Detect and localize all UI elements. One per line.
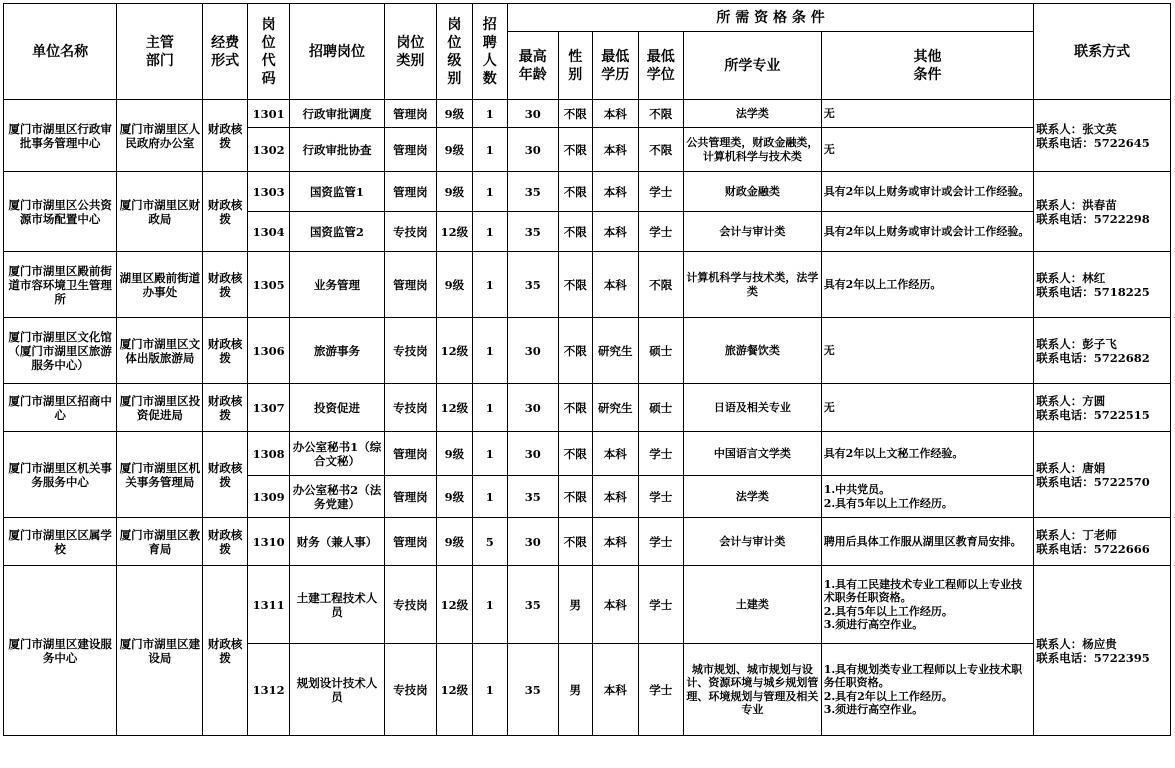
position-name-cell: 旅游事务 [290, 318, 384, 384]
major-cell: 日语及相关专业 [684, 384, 822, 432]
dept-cell: 厦门市湖里区财政局 [117, 172, 203, 252]
position-name-cell: 规划设计技术人员 [290, 644, 384, 736]
min-degree-cell: 学士 [638, 566, 684, 644]
min-degree-cell: 硕士 [638, 318, 684, 384]
min-degree-cell: 学士 [638, 172, 684, 212]
hire-count-cell: 1 [472, 318, 507, 384]
dept-cell: 厦门市湖里区人民政府办公室 [117, 100, 203, 172]
dept-cell: 厦门市湖里区文体出版旅游局 [117, 318, 203, 384]
dept-cell: 厦门市湖里区投资促进局 [117, 384, 203, 432]
major-cell: 法学类 [684, 100, 822, 128]
max-age-cell: 35 [507, 476, 558, 518]
fund-type-cell: 财政核拨 [203, 384, 248, 432]
max-age-cell: 30 [507, 318, 558, 384]
max-age-cell: 35 [507, 252, 558, 318]
min-education-cell: 研究生 [592, 318, 638, 384]
other-conditions-cell: 具有2年以上文秘工作经验。 [821, 432, 1034, 476]
header-fund: 经费 形式 [203, 4, 248, 100]
hire-count-cell: 1 [472, 212, 507, 252]
sex-cell: 男 [558, 644, 592, 736]
header-count: 招 聘 人 数 [472, 4, 507, 100]
min-education-cell: 本科 [592, 518, 638, 566]
min-education-cell: 研究生 [592, 384, 638, 432]
position-level-cell: 9级 [437, 128, 472, 172]
position-code-cell: 1310 [247, 518, 290, 566]
sex-cell: 不限 [558, 212, 592, 252]
min-education-cell: 本科 [592, 644, 638, 736]
fund-type-cell: 财政核拨 [203, 566, 248, 736]
other-conditions-cell: 具有2年以上财务或审计或会计工作经验。 [821, 212, 1034, 252]
header-unit: 单位名称 [4, 4, 117, 100]
hire-count-cell: 1 [472, 476, 507, 518]
dept-cell: 厦门市湖里区教育局 [117, 518, 203, 566]
other-conditions-cell: 具有2年以上财务或审计或会计工作经验。 [821, 172, 1034, 212]
hire-count-cell: 1 [472, 566, 507, 644]
contact-cell: 联系人：唐娟 联系电话：5722570 [1034, 432, 1171, 518]
min-education-cell: 本科 [592, 212, 638, 252]
min-education-cell: 本科 [592, 476, 638, 518]
other-conditions-cell: 无 [821, 318, 1034, 384]
table-row [4, 172, 1171, 212]
min-degree-cell: 不限 [638, 252, 684, 318]
min-degree-cell: 学士 [638, 644, 684, 736]
position-type-cell: 管理岗 [384, 476, 437, 518]
other-conditions-cell: 具有2年以上工作经历。 [821, 252, 1034, 318]
min-education-cell: 本科 [592, 172, 638, 212]
position-name-cell: 土建工程技术人员 [290, 566, 384, 644]
table-row [4, 252, 1171, 318]
position-level-cell: 12级 [437, 644, 472, 736]
position-name-cell: 行政审批调度 [290, 100, 384, 128]
min-degree-cell: 不限 [638, 128, 684, 172]
position-code-cell: 1308 [247, 432, 290, 476]
header-major: 所学专业 [684, 32, 822, 100]
unit-name-cell: 厦门市湖里区区属学校 [4, 518, 117, 566]
position-code-cell: 1303 [247, 172, 290, 212]
max-age-cell: 30 [507, 100, 558, 128]
contact-cell: 联系人：林红 联系电话：5718225 [1034, 252, 1171, 318]
position-name-cell: 投资促进 [290, 384, 384, 432]
max-age-cell: 30 [507, 518, 558, 566]
position-level-cell: 12级 [437, 384, 472, 432]
table-row [4, 318, 1171, 384]
min-education-cell: 本科 [592, 128, 638, 172]
table-row [4, 518, 1171, 566]
position-level-cell: 9级 [437, 252, 472, 318]
position-code-cell: 1302 [247, 128, 290, 172]
major-cell: 会计与审计类 [684, 212, 822, 252]
min-degree-cell: 学士 [638, 212, 684, 252]
major-cell: 计算机科学与技术类，法学类 [684, 252, 822, 318]
position-type-cell: 专技岗 [384, 318, 437, 384]
unit-name-cell: 厦门市湖里区文化馆（厦门市湖里区旅游服务中心） [4, 318, 117, 384]
header-other: 其他 条件 [821, 32, 1034, 100]
hire-count-cell: 5 [472, 518, 507, 566]
position-level-cell: 9级 [437, 476, 472, 518]
position-code-cell: 1301 [247, 100, 290, 128]
max-age-cell: 35 [507, 172, 558, 212]
other-conditions-cell: 1.具有工民建技术专业工程师以上专业技术职务任职资格。 2.具有5年以上工作经历。 3.须进行高空作业。 [821, 566, 1034, 644]
major-cell: 中国语言文学类 [684, 432, 822, 476]
recruitment-table [3, 3, 1171, 736]
position-code-cell: 1307 [247, 384, 290, 432]
dept-cell: 厦门市湖里区建设局 [117, 566, 203, 736]
position-level-cell: 12级 [437, 566, 472, 644]
fund-type-cell: 财政核拨 [203, 318, 248, 384]
position-type-cell: 专技岗 [384, 384, 437, 432]
max-age-cell: 35 [507, 566, 558, 644]
contact-cell: 联系人：彭子飞 联系电话：5722682 [1034, 318, 1171, 384]
position-level-cell: 9级 [437, 172, 472, 212]
sex-cell: 不限 [558, 172, 592, 212]
fund-type-cell: 财政核拨 [203, 518, 248, 566]
header-dept: 主管 部门 [117, 4, 203, 100]
position-level-cell: 9级 [437, 518, 472, 566]
position-code-cell: 1306 [247, 318, 290, 384]
major-cell: 土建类 [684, 566, 822, 644]
major-cell: 城市规划、城市规划与设计、资源环境与城乡规划管理、环境规划与管理及相关专业 [684, 644, 822, 736]
header-edu: 最低 学历 [592, 32, 638, 100]
hire-count-cell: 1 [472, 644, 507, 736]
position-type-cell: 管理岗 [384, 252, 437, 318]
max-age-cell: 30 [507, 384, 558, 432]
position-type-cell: 管理岗 [384, 518, 437, 566]
dept-cell: 湖里区殿前街道办事处 [117, 252, 203, 318]
major-cell: 法学类 [684, 476, 822, 518]
position-name-cell: 行政审批协查 [290, 128, 384, 172]
other-conditions-cell: 无 [821, 100, 1034, 128]
hire-count-cell: 1 [472, 432, 507, 476]
contact-cell: 联系人：洪春苗 联系电话：5722298 [1034, 172, 1171, 252]
other-conditions-cell: 1.中共党员。 2.具有5年以上工作经历。 [821, 476, 1034, 518]
other-conditions-cell: 1.具有规划类专业工程师以上专业技术职务任职资格。 2.具有2年以上工作经历。 3.须进行高空作业。 [821, 644, 1034, 736]
sex-cell: 不限 [558, 318, 592, 384]
hire-count-cell: 1 [472, 384, 507, 432]
other-conditions-cell: 无 [821, 128, 1034, 172]
sex-cell: 不限 [558, 100, 592, 128]
hire-count-cell: 1 [472, 128, 507, 172]
major-cell: 公共管理类，财政金融类，计算机科学与技术类 [684, 128, 822, 172]
position-type-cell: 专技岗 [384, 212, 437, 252]
hire-count-cell: 1 [472, 172, 507, 212]
position-code-cell: 1309 [247, 476, 290, 518]
contact-cell: 联系人：杨应贵 联系电话：5722395 [1034, 566, 1171, 736]
position-type-cell: 管理岗 [384, 432, 437, 476]
table-row [4, 432, 1171, 476]
header-qualifications: 所 需 资 格 条 件 [507, 4, 1033, 32]
position-name-cell: 国资监管1 [290, 172, 384, 212]
table-row [4, 566, 1171, 644]
sex-cell: 不限 [558, 384, 592, 432]
min-degree-cell: 不限 [638, 100, 684, 128]
contact-cell: 联系人：张文英 联系电话：5722645 [1034, 100, 1171, 172]
hire-count-cell: 1 [472, 100, 507, 128]
min-education-cell: 本科 [592, 100, 638, 128]
position-type-cell: 专技岗 [384, 644, 437, 736]
header-degree: 最低 学位 [638, 32, 684, 100]
min-degree-cell: 硕士 [638, 384, 684, 432]
min-degree-cell: 学士 [638, 476, 684, 518]
hire-count-cell: 1 [472, 252, 507, 318]
other-conditions-cell: 无 [821, 384, 1034, 432]
min-education-cell: 本科 [592, 252, 638, 318]
max-age-cell: 35 [507, 644, 558, 736]
fund-type-cell: 财政核拨 [203, 100, 248, 172]
fund-type-cell: 财政核拨 [203, 432, 248, 518]
position-type-cell: 专技岗 [384, 566, 437, 644]
sex-cell: 不限 [558, 476, 592, 518]
unit-name-cell: 厦门市湖里区殿前街道市容环境卫生管理所 [4, 252, 117, 318]
unit-name-cell: 厦门市湖里区公共资源市场配置中心 [4, 172, 117, 252]
sex-cell: 不限 [558, 252, 592, 318]
header-code: 岗 位 代 码 [247, 4, 290, 100]
max-age-cell: 30 [507, 128, 558, 172]
dept-cell: 厦门市湖里区机关事务管理局 [117, 432, 203, 518]
min-education-cell: 本科 [592, 566, 638, 644]
position-code-cell: 1305 [247, 252, 290, 318]
position-type-cell: 管理岗 [384, 128, 437, 172]
header-level: 岗 位 级 别 [437, 4, 472, 100]
other-conditions-cell: 聘用后具体工作服从湖里区教育局安排。 [821, 518, 1034, 566]
major-cell: 会计与审计类 [684, 518, 822, 566]
header-position: 招聘岗位 [290, 4, 384, 100]
position-name-cell: 业务管理 [290, 252, 384, 318]
max-age-cell: 30 [507, 432, 558, 476]
max-age-cell: 35 [507, 212, 558, 252]
sex-cell: 男 [558, 566, 592, 644]
unit-name-cell: 厦门市湖里区行政审批事务管理中心 [4, 100, 117, 172]
position-name-cell: 财务（兼人事） [290, 518, 384, 566]
contact-cell: 联系人：丁老师 联系电话：5722666 [1034, 518, 1171, 566]
header-type: 岗位 类别 [384, 4, 437, 100]
header-sex: 性 别 [558, 32, 592, 100]
table-body [4, 100, 1171, 736]
position-code-cell: 1304 [247, 212, 290, 252]
position-level-cell: 12级 [437, 318, 472, 384]
header-age: 最高 年龄 [507, 32, 558, 100]
position-type-cell: 管理岗 [384, 100, 437, 128]
position-code-cell: 1311 [247, 566, 290, 644]
sex-cell: 不限 [558, 432, 592, 476]
fund-type-cell: 财政核拨 [203, 252, 248, 318]
table-row [4, 384, 1171, 432]
position-code-cell: 1312 [247, 644, 290, 736]
unit-name-cell: 厦门市湖里区招商中心 [4, 384, 117, 432]
unit-name-cell: 厦门市湖里区机关事务服务中心 [4, 432, 117, 518]
sex-cell: 不限 [558, 128, 592, 172]
table-row [4, 100, 1171, 128]
major-cell: 旅游餐饮类 [684, 318, 822, 384]
position-level-cell: 9级 [437, 100, 472, 128]
min-degree-cell: 学士 [638, 518, 684, 566]
position-type-cell: 管理岗 [384, 172, 437, 212]
min-education-cell: 本科 [592, 432, 638, 476]
fund-type-cell: 财政核拨 [203, 172, 248, 252]
header-contact: 联系方式 [1034, 4, 1171, 100]
position-level-cell: 12级 [437, 212, 472, 252]
position-name-cell: 办公室秘书1（综合文秘） [290, 432, 384, 476]
sex-cell: 不限 [558, 518, 592, 566]
min-degree-cell: 学士 [638, 432, 684, 476]
position-name-cell: 国资监管2 [290, 212, 384, 252]
position-level-cell: 9级 [437, 432, 472, 476]
position-name-cell: 办公室秘书2（法务党建） [290, 476, 384, 518]
contact-cell: 联系人：方圆 联系电话：5722515 [1034, 384, 1171, 432]
unit-name-cell: 厦门市湖里区建设服务中心 [4, 566, 117, 736]
major-cell: 财政金融类 [684, 172, 822, 212]
